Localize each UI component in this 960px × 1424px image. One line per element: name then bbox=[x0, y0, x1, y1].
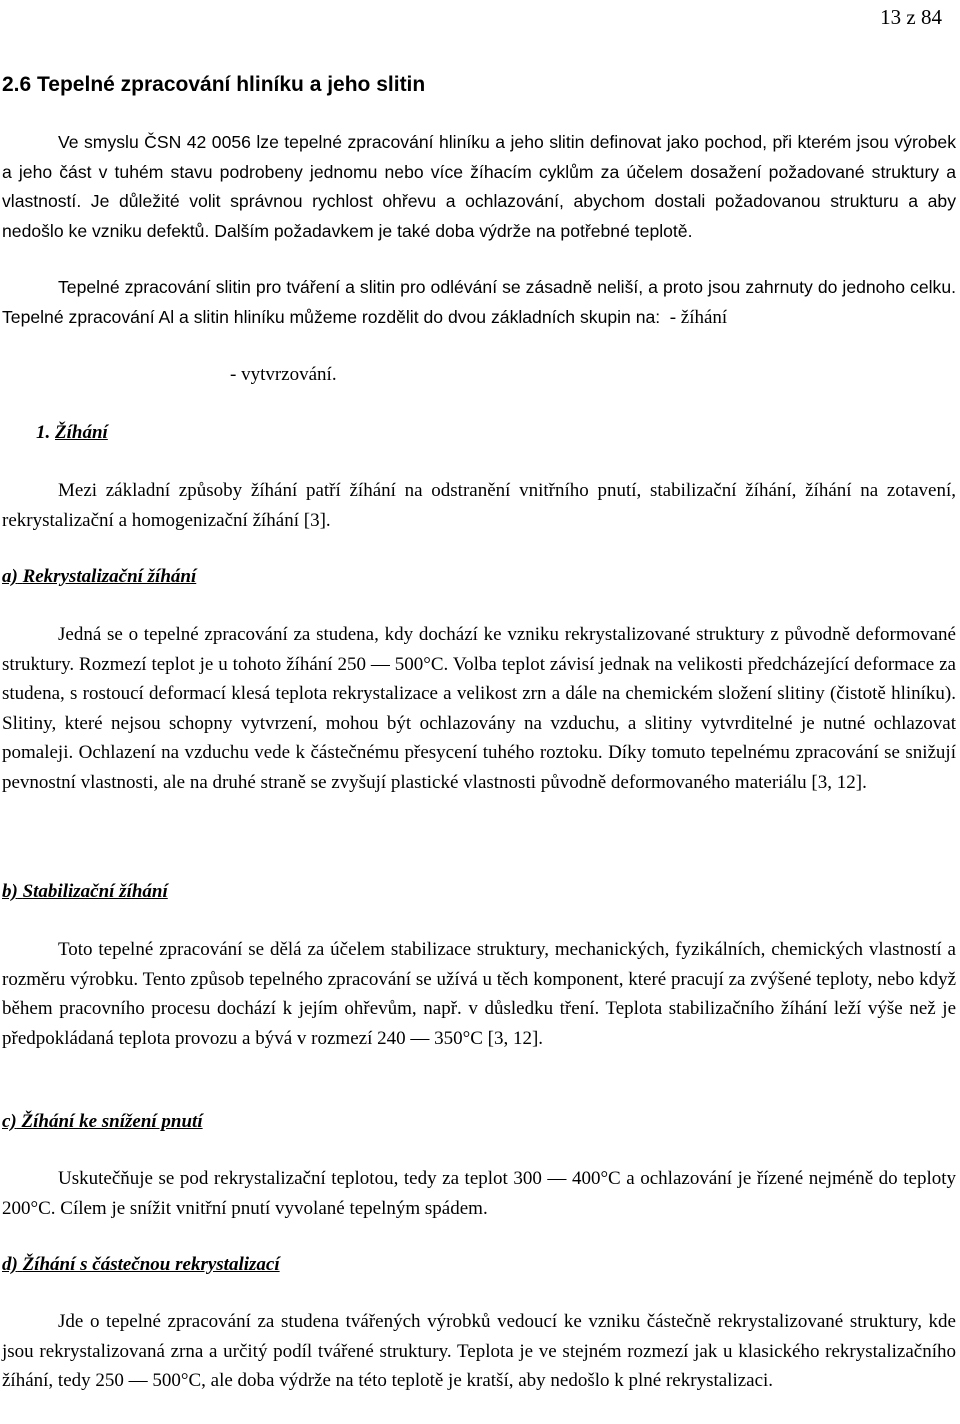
subsection-a-title: Rekrystalizační žíhání bbox=[22, 566, 197, 587]
subsection-a-text: Jedná se o tepelné zpracování za studena, kdy dochází ke vzniku rekrystalizované struktury z původně deformované struktury. Rozmezí teplot je u tohoto žíhání 250 — 500°C. Volba teplot závisí jednak na velikosti předcházející deformace za studena, s rostoucí deformací klesá teplota rekrystalizace a velikost zrn a dále na chemickém složení slitiny (čistotě hliníku). Slitiny, které nejsou schopny vytvrzení, mohou být ochlazovány na vzduchu, a slitiny vytvrditelné je nutné ochlazovat pomaleji. Ochlazení na vzduchu vede k částečnému přesycení tuhého roztoku. Díky tomuto tepelnému zpracování se snižují pevnostní vlastnosti, ale na druhé straně se zvyšují plastické vlastnosti původně deformovaného materiálu [3, 12]. bbox=[2, 624, 956, 793]
list-item-vytvrzovani: - vytvrzování. bbox=[230, 364, 337, 385]
annealing-heading-text: Žíhání bbox=[55, 422, 108, 443]
intro-paragraph-1: Ve smyslu ČSN 42 0056 lze tepelné zpracování hliníku a jeho slitin definovat jako pochod, při kterém jsou výrobek a jeho část v tuhém stavu podrobeny jednomu nebo více žíhacím cyklům za účelem dosažení požadované struktury a vlastností. Je důležité volit správnou rychlost ohřevu a ochlazování, abychom dostali požadovanou strukturu a aby nedošlo ke vzniku defektů. Dalším požadavkem je také doba výdrže na potřebné teplotě. bbox=[2, 132, 956, 241]
page-number: 13 z 84 bbox=[880, 5, 942, 29]
annealing-heading-number: 1. bbox=[36, 422, 51, 443]
subsection-b-text: Toto tepelné zpracování se dělá za účelem stabilizace struktury, mechanických, fyzikálních, chemických vlastností a rozměru výrobku. Tento způsob tepelného zpracování se užívá u těch komponent, které pracují za zvýšené teploty, nebo když během pracovního procesu dochází k jejím ohřevům, např. v důsledku tření. Teplota stabilizačního žíhání leží výše než je předpokládaná teplota provozu a bývá v rozmezí 240 — 350°C [3, 12]. bbox=[2, 939, 956, 1049]
annealing-heading bbox=[36, 418, 108, 448]
annealing-paragraph: Mezi základní způsoby žíhání patří žíhání na odstranění vnitřního pnutí, stabilizační žíhání, žíhání na zotavení, rekrystalizační a homogenizační žíhání [3]. bbox=[2, 480, 956, 531]
subsection-a-heading bbox=[2, 562, 196, 592]
subsection-b-heading bbox=[2, 877, 168, 907]
subsection-b-title: Stabilizační žíhání bbox=[22, 881, 168, 902]
subsection-d-heading bbox=[2, 1250, 280, 1280]
subsection-c-label: c) bbox=[2, 1111, 17, 1132]
subsection-c-text: Uskutečňuje se pod rekrystalizační teplotou, tedy za teplot 300 — 400°C a ochlazování je řízené nejméně do teploty 200°C. Cílem je snížit vnitřní pnutí vyvolané tepelným spádem. bbox=[2, 1168, 956, 1219]
subsection-c-title: Žíhání ke snížení pnutí bbox=[21, 1111, 203, 1132]
list-item-zihani: - žíhání bbox=[660, 306, 728, 328]
subsection-d-title: Žíhání s částečnou rekrystalizací bbox=[22, 1254, 280, 1275]
subsection-c-heading bbox=[2, 1107, 203, 1137]
section-title: 2.6 Tepelné zpracování hliníku a jeho slitin bbox=[2, 73, 426, 96]
subsection-d-text: Jde o tepelné zpracování za studena tvářených výrobků vedoucí ke vzniku částečně rekrystalizované struktury, kde jsou rekrystalizovaná zrna a určitý podíl tvářené struktury. Teplota je ve stejném rozmezí jak u klasického rekrystalizačního žíhání, tedy 250 — 500°C, ale doba výdrže na této teplotě je kratší, aby nedošlo k plné rekrystalizaci. bbox=[2, 1311, 956, 1391]
intro-paragraph-2: Tepelné zpracování slitin pro tváření a slitin pro odlévání se zásadně neliší, a proto jsou zahrnuty do jednoho celku. Tepelné zpracování Al a slitin hliníku můžeme rozdělit do dvou základních skupin na: - žíhání bbox=[2, 277, 956, 328]
subsection-a-label: a) bbox=[2, 566, 18, 587]
subsection-b-label: b) bbox=[2, 881, 18, 902]
subsection-d-label: d) bbox=[2, 1254, 18, 1275]
